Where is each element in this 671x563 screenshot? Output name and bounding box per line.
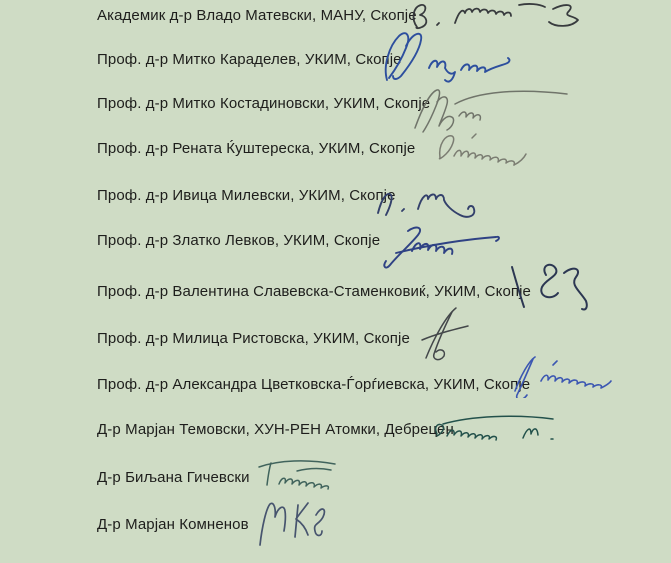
signatory-name: Проф. д-р Рената Ќуштереска, УКИМ, Скопје: [97, 140, 416, 157]
signatory-name: Проф. д-р Златко Левков, УКИМ, Скопје: [97, 232, 381, 249]
signatory-name: Проф. д-р Митко Костадиновски, УКИМ, Скопје: [97, 95, 431, 112]
signatory-name: Д-р Марјан Комненов: [97, 516, 249, 533]
signature-gichevski: [251, 455, 351, 493]
signatory-name: Проф. д-р Александра Цветковска-Ѓорѓиевска, УКИМ, Скопје: [97, 376, 531, 393]
signatory-name: Проф. д-р Валентина Славевска-Стаменковиќ, УКИМ, Скопје: [97, 283, 531, 300]
signatory-name: Проф. д-р Милица Ристовска, УКИМ, Скопје: [97, 330, 410, 347]
signature-temovski: [427, 412, 560, 444]
signature-levkov: [378, 223, 506, 271]
signature-slavevska: [504, 261, 592, 313]
signature-milevski: [370, 183, 510, 225]
signature-komnenov: [250, 497, 326, 549]
signatory-name: Проф. д-р Ивица Милевски, УКИМ, Скопје: [97, 187, 396, 204]
signatory-name: Проф. д-р Митко Караделев, УКИМ, Скопје: [97, 51, 402, 68]
signature-kushtereska: [428, 128, 533, 172]
signature-cvetkovska: [501, 351, 615, 398]
signatory-name: Академик д-р Владо Матевски, МАНУ, Скопје: [97, 7, 417, 24]
signature-ristovska: [416, 304, 474, 362]
signatory-name: Д-р Марјан Темовски, ХУН-РЕН Атомки, Дебрецен: [97, 421, 454, 438]
signature-karadelev: [381, 28, 551, 84]
signatory-name: Д-р Биљана Гичевски: [97, 469, 250, 486]
